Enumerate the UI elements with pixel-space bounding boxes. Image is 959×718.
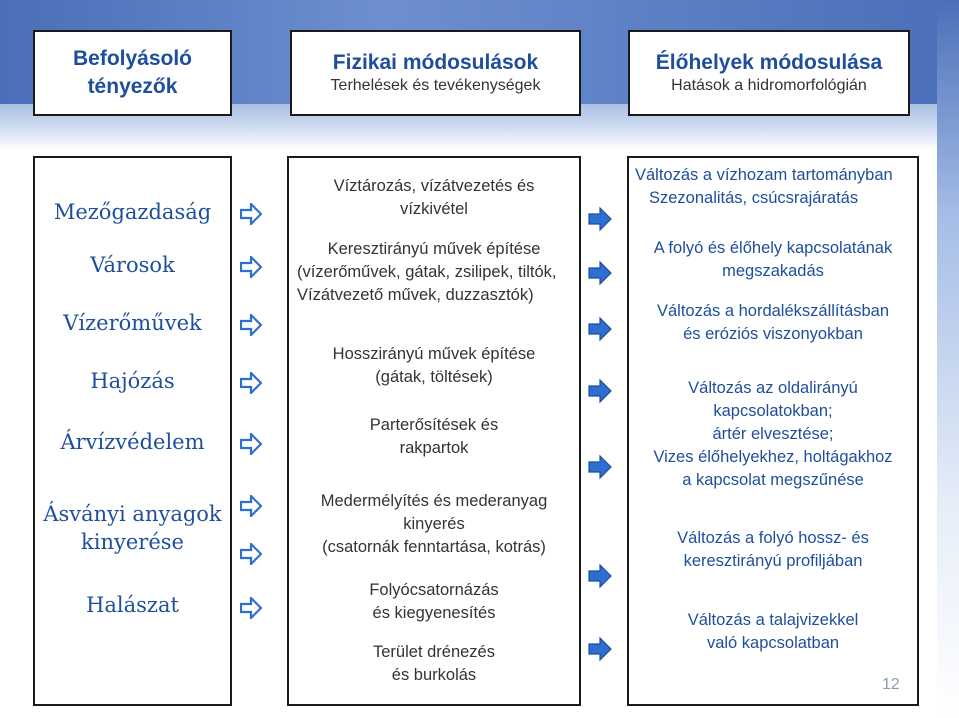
factor-agriculture: Mezőgazdaság [53,200,212,224]
mod-drainage: Terület drénezés és burkolás [373,643,495,684]
header-physical-title: Fizikai módosulások [332,51,539,74]
arrow-right-icon [240,597,262,619]
header-factors-line2: tényezők [87,75,178,98]
mod-bank-reinforcement: Parterősítések és rakpartok [369,416,499,457]
header-habitat-subtitle: Hatások a hidromorfológián [671,77,867,94]
arrow-right-icon [240,203,262,225]
factor-hydropower: Vízerőművek [63,311,202,335]
arrow-right-icon [240,256,262,278]
factor-cities: Városok [90,253,175,277]
header-habitat [628,30,910,116]
right-decor-bar [937,0,959,718]
factor-fishing: Halászat [86,593,179,617]
mod-transverse-works: Keresztirányú művek építése (vízerőművek, gátak, zsilipek, tiltók, Vízátvezető művek, duzzasztók) [297,240,557,304]
effect-connectivity-loss: A folyó és élőhely kapcsolatának megszakadás [653,239,893,280]
effect-profile-change: Változás a folyó hossz- és keresztirányú profiljában [677,529,869,570]
factor-navigation: Hajózás [90,369,175,393]
mod-dredging: Medermélyítés és mederanyag kinyerés (csatornák fenntartása, kotrás) [320,492,548,556]
header-habitat-title: Élőhelyek módosulása [655,51,883,74]
arrow-right-filled-icon [588,455,612,479]
mod-longitudinal-works: Hosszirányú művek építése (gátak, töltések) [332,345,536,386]
arrow-right-filled-icon [588,317,612,341]
arrow-right-filled-icon [588,261,612,285]
mod-channelization: Folyócsatornázás és kiegyenesítés [369,581,499,622]
arrow-right-icon [240,433,262,455]
arrow-right-filled-icon [588,379,612,403]
factor-mineral-extraction: Ásványi anyagok kinyerése [43,502,222,554]
header-factors-line1: Befolyásoló [72,47,193,70]
arrow-right-filled-icon [588,637,612,661]
factor-flood-protection: Árvízvédelem [60,430,205,454]
header-physical-subtitle: Terhelések és tevékenységek [330,77,541,94]
effect-groundwater: Változás a talajvizekkel való kapcsolatban [687,611,859,652]
arrow-right-icon [240,314,262,336]
page-number: 12 [882,676,900,693]
effect-lateral-connectivity: Változás az oldalirányú kapcsolatokban; ártér elvesztése; Vizes élőhelyekhez, holtágakhoz a kapcsolat megszűnése [653,379,893,489]
arrow-right-icon [240,495,262,517]
effect-sediment-transport: Változás a hordalékszállításban és eróziós viszonyokban [656,302,890,343]
arrow-right-icon [240,543,262,565]
header-physical [290,30,581,116]
arrow-right-filled-icon [588,207,612,231]
mod-water-storage: Víztározás, vízátvezetés és vízkivétel [333,177,535,218]
effect-flow-regime: Változás a vízhozam tartományban Szezonalitás, csúcsrajáratás [635,166,893,207]
header-factors [33,30,232,116]
arrow-right-icon [240,372,262,394]
arrow-right-filled-icon [588,564,612,588]
